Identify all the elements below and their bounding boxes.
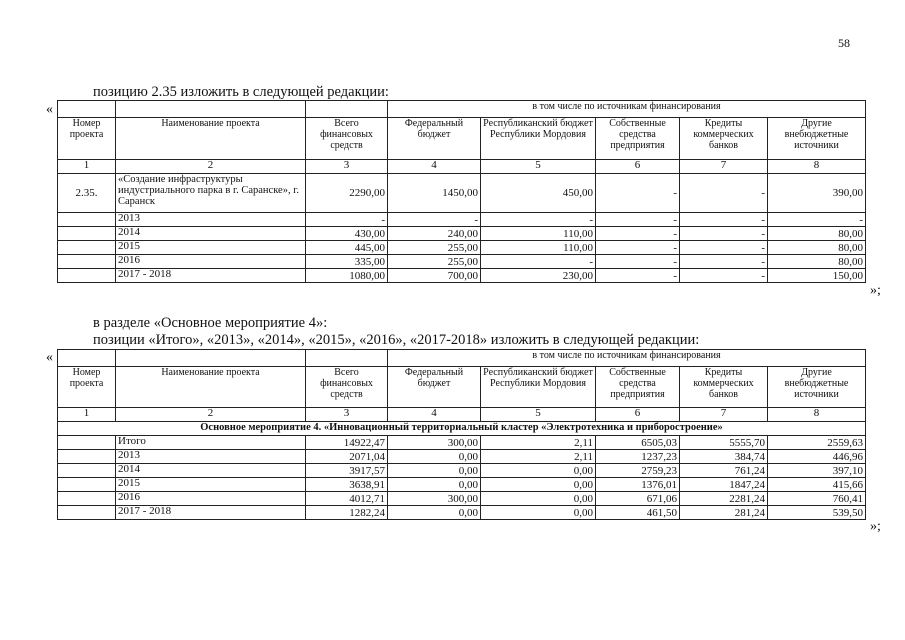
row-total: 430,00 — [306, 227, 388, 241]
row-own: 461,50 — [596, 506, 680, 520]
header-credits: Кредиты коммерческих банков — [680, 367, 768, 408]
table-row — [58, 506, 866, 520]
section2-open-quote: « — [46, 350, 53, 365]
row-own: 6505,03 — [596, 436, 680, 450]
row-own: - — [596, 269, 680, 283]
row-republic: 230,00 — [481, 269, 596, 283]
header-financing-sources: в том числе по источникам финансирования — [388, 101, 866, 118]
row-number-blank — [58, 492, 116, 506]
row-total: 335,00 — [306, 255, 388, 269]
row-number-blank — [58, 227, 116, 241]
header-blank — [58, 350, 116, 367]
index-cell: 8 — [768, 408, 866, 422]
page-number: 58 — [838, 36, 850, 50]
row-other: 80,00 — [768, 227, 866, 241]
table-row — [58, 241, 866, 255]
section1-intro: позицию 2.35 изложить в следующей редакции: — [93, 84, 389, 100]
index-cell: 6 — [596, 160, 680, 174]
row-own: 2759,23 — [596, 464, 680, 478]
row-year: 2014 — [116, 464, 306, 478]
row-number-blank — [58, 478, 116, 492]
header-republic: Республиканский бюджет Республики Мордовия — [481, 367, 596, 408]
index-cell: 5 — [481, 408, 596, 422]
index-cell: 6 — [596, 408, 680, 422]
row-republic: 0,00 — [481, 506, 596, 520]
row-federal: 0,00 — [388, 464, 481, 478]
row-credits: - — [680, 269, 768, 283]
header-total: Всего финансовых средств — [306, 367, 388, 408]
section2-table — [57, 349, 866, 520]
section2-intro-positions: позиции «Итого», «2013», «2014», «2015», «2016», «2017-2018» изложить в следующей редакции: — [93, 332, 700, 348]
row-total: 1080,00 — [306, 269, 388, 283]
index-cell: 8 — [768, 160, 866, 174]
row-federal: 255,00 — [388, 241, 481, 255]
row-republic: - — [481, 213, 596, 227]
table-row — [58, 478, 866, 492]
row-total: 1282,24 — [306, 506, 388, 520]
table-row — [58, 227, 866, 241]
index-cell: 2 — [116, 160, 306, 174]
row-republic: 0,00 — [481, 478, 596, 492]
row-total: 3638,91 — [306, 478, 388, 492]
row-number-blank — [58, 269, 116, 283]
section1-close-quote: »; — [870, 283, 881, 298]
row-federal: 0,00 — [388, 450, 481, 464]
index-cell: 3 — [306, 160, 388, 174]
index-cell: 3 — [306, 408, 388, 422]
row-other: 80,00 — [768, 241, 866, 255]
header-project-number: Номер проекта — [58, 367, 116, 408]
row-own: - — [596, 255, 680, 269]
row-republic: 110,00 — [481, 241, 596, 255]
row-total: 14922,47 — [306, 436, 388, 450]
index-cell: 5 — [481, 160, 596, 174]
row-federal: - — [388, 213, 481, 227]
section2-intro-heading: в разделе «Основное мероприятие 4»: — [93, 315, 328, 331]
row-own: - — [596, 213, 680, 227]
header-blank — [116, 101, 306, 118]
section1-table — [57, 100, 866, 283]
row-own: - — [596, 227, 680, 241]
row-number-blank — [58, 506, 116, 520]
row-year: 2016 — [116, 255, 306, 269]
row-federal: 700,00 — [388, 269, 481, 283]
row-credits: 281,24 — [680, 506, 768, 520]
row-total: 4012,71 — [306, 492, 388, 506]
row-federal: 0,00 — [388, 478, 481, 492]
row-year: Итого — [116, 436, 306, 450]
row-other: 2559,63 — [768, 436, 866, 450]
index-cell: 4 — [388, 408, 481, 422]
header-own: Собственные средства предприятия — [596, 118, 680, 160]
header-project-name: Наименование проекта — [116, 118, 306, 160]
project-federal: 1450,00 — [388, 174, 481, 213]
row-own: 1237,23 — [596, 450, 680, 464]
row-credits: - — [680, 213, 768, 227]
project-republic: 450,00 — [481, 174, 596, 213]
table-row — [58, 213, 866, 227]
table-row — [58, 436, 866, 450]
row-total: 3917,57 — [306, 464, 388, 478]
project-total: 2290,00 — [306, 174, 388, 213]
section2-close-quote: »; — [870, 519, 881, 534]
row-federal: 300,00 — [388, 436, 481, 450]
table-row — [58, 255, 866, 269]
row-number-blank — [58, 450, 116, 464]
index-cell: 2 — [116, 408, 306, 422]
row-year: 2013 — [116, 450, 306, 464]
table-row — [58, 492, 866, 506]
index-cell: 1 — [58, 408, 116, 422]
row-federal: 0,00 — [388, 506, 481, 520]
index-cell: 1 — [58, 160, 116, 174]
row-year: 2017 - 2018 — [116, 269, 306, 283]
row-total: - — [306, 213, 388, 227]
row-year: 2013 — [116, 213, 306, 227]
row-republic: - — [481, 255, 596, 269]
header-project-number: Номер проекта — [58, 118, 116, 160]
row-number-blank — [58, 255, 116, 269]
header-other: Другие внебюджетные источники — [768, 367, 866, 408]
row-year: 2015 — [116, 478, 306, 492]
row-other: 150,00 — [768, 269, 866, 283]
row-number-blank — [58, 213, 116, 227]
section1-open-quote: « — [46, 102, 53, 117]
row-total: 445,00 — [306, 241, 388, 255]
header-blank — [306, 101, 388, 118]
row-number-blank — [58, 436, 116, 450]
row-republic: 0,00 — [481, 492, 596, 506]
row-year: 2017 - 2018 — [116, 506, 306, 520]
row-other: 446,96 — [768, 450, 866, 464]
project-other: 390,00 — [768, 174, 866, 213]
row-credits: 2281,24 — [680, 492, 768, 506]
header-own: Собственные средства предприятия — [596, 367, 680, 408]
row-other: 760,41 — [768, 492, 866, 506]
event-title: Основное мероприятие 4. «Инновационный территориальный кластер «Электротехника и приборостроение» — [58, 422, 866, 436]
row-credits: - — [680, 255, 768, 269]
row-number-blank — [58, 241, 116, 255]
table-row — [58, 450, 866, 464]
header-financing-sources: в том числе по источникам финансирования — [388, 350, 866, 367]
project-number: 2.35. — [58, 174, 116, 213]
table-row — [58, 269, 866, 283]
row-other: 397,10 — [768, 464, 866, 478]
index-cell: 7 — [680, 408, 768, 422]
index-cell: 4 — [388, 160, 481, 174]
header-total: Всего финансовых средств — [306, 118, 388, 160]
row-credits: - — [680, 241, 768, 255]
row-federal: 300,00 — [388, 492, 481, 506]
header-federal: Федеральный бюджет — [388, 367, 481, 408]
row-own: - — [596, 241, 680, 255]
row-other: 80,00 — [768, 255, 866, 269]
row-republic: 2,11 — [481, 450, 596, 464]
row-credits: 761,24 — [680, 464, 768, 478]
row-federal: 240,00 — [388, 227, 481, 241]
row-own: 1376,01 — [596, 478, 680, 492]
header-project-name: Наименование проекта — [116, 367, 306, 408]
row-republic: 0,00 — [481, 464, 596, 478]
header-federal: Федеральный бюджет — [388, 118, 481, 160]
table-row — [58, 464, 866, 478]
row-number-blank — [58, 464, 116, 478]
row-other: 539,50 — [768, 506, 866, 520]
row-credits: 5555,70 — [680, 436, 768, 450]
header-republic: Республиканский бюджет Республики Мордовия — [481, 118, 596, 160]
row-total: 2071,04 — [306, 450, 388, 464]
row-own: 671,06 — [596, 492, 680, 506]
project-credits: - — [680, 174, 768, 213]
row-year: 2015 — [116, 241, 306, 255]
row-year: 2014 — [116, 227, 306, 241]
project-own: - — [596, 174, 680, 213]
row-republic: 2,11 — [481, 436, 596, 450]
project-name: «Создание инфраструктуры индустриального парка в г. Саранске», г. Саранск — [116, 174, 306, 213]
row-credits: 384,74 — [680, 450, 768, 464]
index-cell: 7 — [680, 160, 768, 174]
row-credits: - — [680, 227, 768, 241]
header-blank — [116, 350, 306, 367]
row-other: 415,66 — [768, 478, 866, 492]
header-other: Другие внебюджетные источники — [768, 118, 866, 160]
row-credits: 1847,24 — [680, 478, 768, 492]
row-federal: 255,00 — [388, 255, 481, 269]
header-blank — [306, 350, 388, 367]
header-blank — [58, 101, 116, 118]
row-other: - — [768, 213, 866, 227]
header-credits: Кредиты коммерческих банков — [680, 118, 768, 160]
row-year: 2016 — [116, 492, 306, 506]
row-republic: 110,00 — [481, 227, 596, 241]
